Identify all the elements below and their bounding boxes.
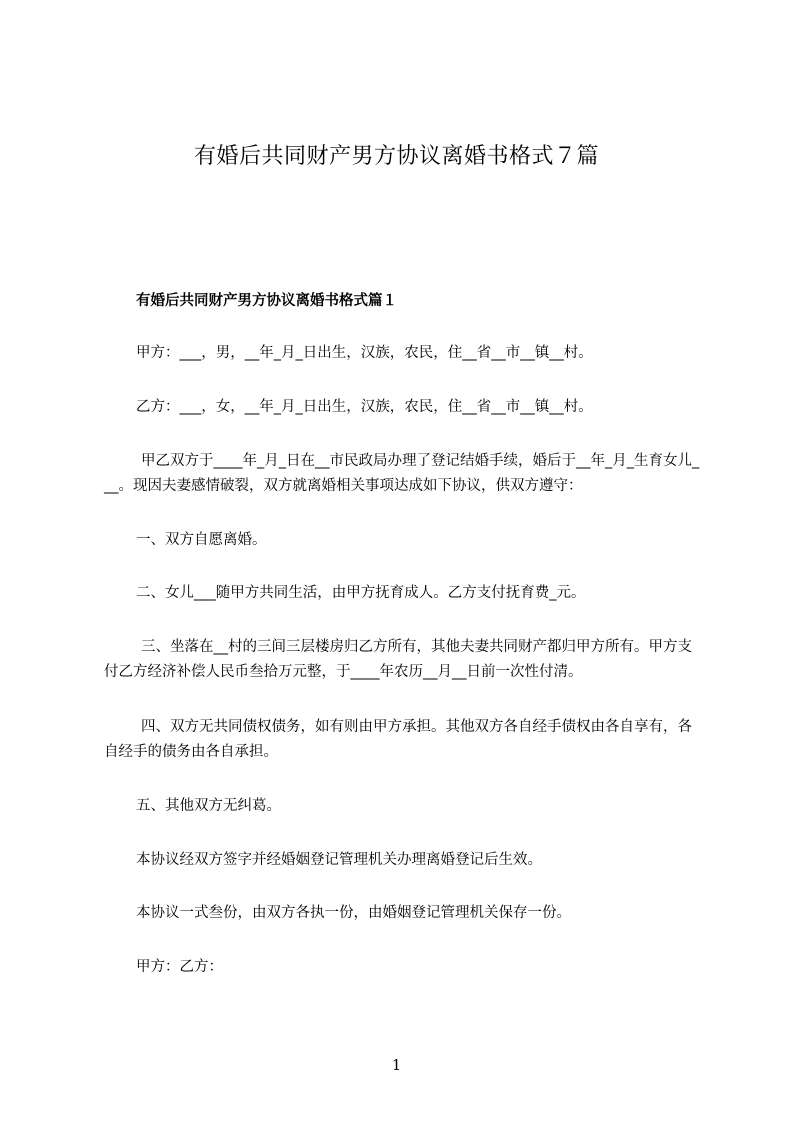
- paragraph-clause-4: 四、双方无共同债权债务，如有则由甲方承担。其他双方各自经手债权由各自享有，各自经手的债务由各自承担。: [104, 719, 692, 760]
- paragraph-party-b: 乙方：___，女，__年_月_日出生，汉族，农民，住__省__市__镇__村。: [136, 399, 593, 415]
- paragraph-clause-2: 二、女儿___随甲方共同生活，由甲方抚育成人。乙方支付抚育费_元。: [136, 585, 586, 601]
- paragraph-signatures: 甲方：乙方：: [136, 959, 223, 975]
- page-number: 1: [391, 1056, 402, 1074]
- section-heading: 有婚后共同财产男方协议离婚书格式篇１: [136, 293, 397, 309]
- paragraph-copies: 本协议一式叁份，由双方各执一份，由婚姻登记管理机关保存一份。: [136, 905, 571, 921]
- paragraph-clause-3: 三、坐落在__村的三间三层楼房归乙方所有，其他夫妻共同财产都归甲方所有。甲方支付乙方经济补偿人民币叁拾万元整，于____年农历__月__日前一次性付清。: [104, 639, 692, 680]
- paragraph-marriage-background: 甲乙双方于____年_月_日在__市民政局办理了登记结婚手续，婚后于__年_月_生育女儿___。现因夫妻感情破裂，双方就离婚相关事项达成如下协议，供双方遵守：: [104, 453, 700, 494]
- paragraph-party-a: 甲方：___，男，__年_月_日出生，汉族，农民，住__省__市__镇__村。: [136, 345, 593, 361]
- paragraph-clause-1: 一、双方自愿离婚。: [136, 532, 267, 548]
- document-title: 有婚后共同财产男方协议离婚书格式７篇: [193, 144, 599, 169]
- paragraph-effective: 本协议经双方签字并经婚姻登记管理机关办理离婚登记后生效。: [136, 852, 542, 868]
- paragraph-clause-5: 五、其他双方无纠葛。: [136, 798, 281, 814]
